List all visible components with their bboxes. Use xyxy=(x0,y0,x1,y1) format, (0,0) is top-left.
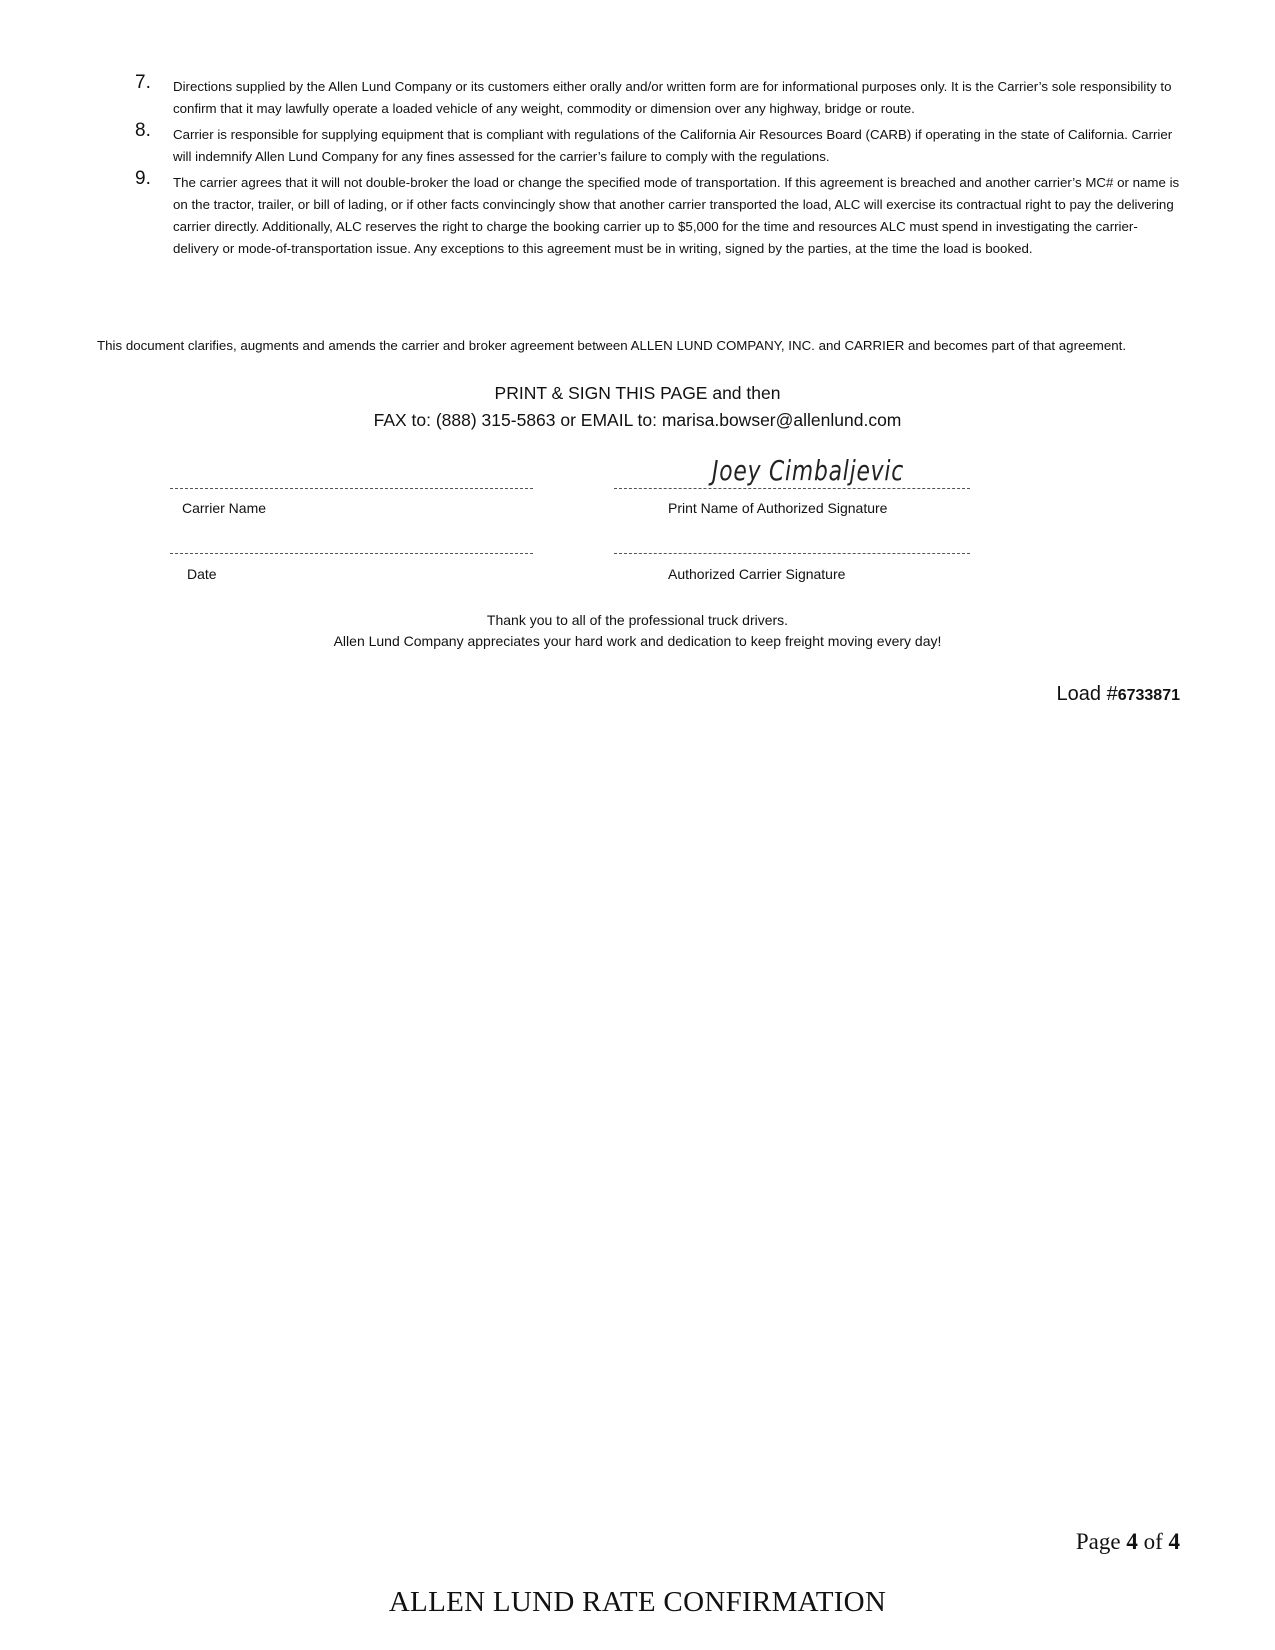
fax-email-instruction: FAX to: (888) 315-5863 or EMAIL to: marisa.bowser@allenlund.com xyxy=(373,410,902,430)
amendment-paragraph: This document clarifies, augments and amends the carrier and broker agreement between ALLEN LUND COMPANY, INC. and CARRIER and becomes part of that agreement. xyxy=(97,338,1127,353)
clause-number: 7. xyxy=(135,72,151,93)
clause-7 xyxy=(130,72,1180,120)
signature-line xyxy=(614,553,970,554)
date-line xyxy=(170,553,533,554)
load-number-value: 6733871 xyxy=(1117,687,1180,704)
printed-name-signature: Joey Cimbaljevic xyxy=(712,454,905,487)
footer-title: ALLEN LUND RATE CONFIRMATION xyxy=(388,1586,887,1618)
clause-8 xyxy=(130,120,1180,168)
print-name-line xyxy=(614,488,970,489)
thanks-line-1: Thank you to all of the professional truck drivers. xyxy=(486,612,789,628)
clause-text: Directions supplied by the Allen Lund Company or its customers either orally and/or written form are for informational purposes only. It is the Carrier’s sole responsibility to confirm that it may lawfully operate a loaded vehicle of any weight, commodity or dimension over any highway, bridge or route. xyxy=(173,79,1172,116)
page-indicator xyxy=(1076,1529,1180,1555)
authorized-signature-label: Authorized Carrier Signature xyxy=(668,566,846,582)
thanks-line-2: Allen Lund Company appreciates your hard work and dedication to keep freight moving every day! xyxy=(333,633,942,649)
print-sign-instruction: PRINT & SIGN THIS PAGE and then xyxy=(494,383,781,403)
load-label: Load # xyxy=(1056,683,1118,705)
clause-text: Carrier is responsible for supplying equipment that is compliant with regulations of the California Air Resources Board (CARB) if operating in the state of California. Carrier will indemnify Allen Lund Company for any fines assessed for the carrier’s failure to comply with the regulations. xyxy=(173,127,1173,164)
clause-number: 9. xyxy=(135,168,151,189)
page-separator: of xyxy=(1143,1529,1163,1554)
clause-number: 8. xyxy=(135,120,151,141)
date-label: Date xyxy=(187,566,217,582)
load-number xyxy=(1057,683,1180,706)
clause-9 xyxy=(130,168,1180,260)
print-name-label: Print Name of Authorized Signature xyxy=(668,500,888,516)
page-current: 4 xyxy=(1126,1529,1138,1554)
carrier-name-line xyxy=(170,488,533,489)
clause-text: The carrier agrees that it will not double-broker the load or change the specified mode of transportation. If this agreement is breached and another carrier’s MC# or name is on the tractor, trailer, or bill of lading, or if other facts convincingly show that another carrier transported the load, ALC will exercise its contractual right to pay the delivering carrier directly. Additionally, ALC reserves the right to charge the booking carrier up to $5,000 for the time and resources ALC must spend in investigating the carrier-delivery or mode-of-transportation issue. Any exceptions to this agreement must be in writing, signed by the parties, at the time the load is booked. xyxy=(173,175,1180,256)
terms-clauses xyxy=(130,72,1180,264)
page-total: 4 xyxy=(1168,1529,1180,1554)
carrier-name-label: Carrier Name xyxy=(182,500,267,516)
page-prefix: Page xyxy=(1075,1529,1121,1554)
